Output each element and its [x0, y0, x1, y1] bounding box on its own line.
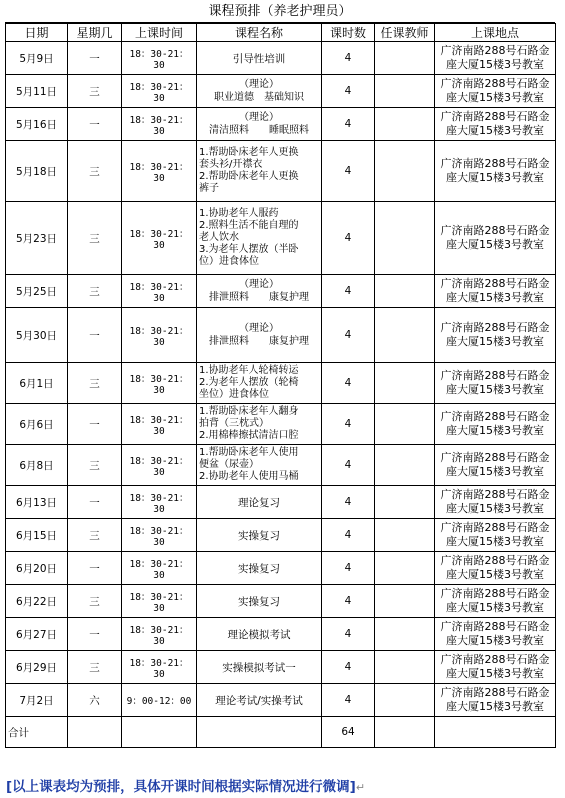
- total-empty-cell: [435, 717, 556, 748]
- header-hours: 课时数: [322, 24, 375, 42]
- topic-cell-line: 1.帮助卧床老年人更换: [199, 147, 299, 158]
- topic-cell-line: 2.照料生活不能自理的: [199, 220, 299, 231]
- place-cell-line: 座大厦15楼3号教室: [446, 502, 544, 515]
- place-cell-line: 广济南路288号石路金: [440, 488, 550, 501]
- topic-cell-line: （理论）: [239, 323, 279, 334]
- total-empty-cell: [197, 717, 322, 748]
- place-cell: [435, 308, 556, 363]
- topic-cell: [197, 552, 322, 585]
- table-row: [6, 42, 556, 75]
- table-row: [6, 75, 556, 108]
- topic-cell: [197, 684, 322, 717]
- time-cell: 18：30-21：30: [122, 363, 197, 404]
- weekday-cell: 一: [68, 42, 122, 75]
- time-cell: 18：30-21：30: [122, 552, 197, 585]
- place-cell-line: 座大厦15楼3号教室: [446, 335, 544, 348]
- place-cell-line: 广济南路288号石路金: [440, 653, 550, 666]
- place-cell: [435, 618, 556, 651]
- time-cell: 18：30-21：30: [122, 141, 197, 202]
- place-cell: [435, 108, 556, 141]
- topic-cell: [197, 75, 322, 108]
- weekday-cell: 三: [68, 585, 122, 618]
- teacher-cell: [375, 684, 435, 717]
- topic-cell: [197, 202, 322, 275]
- footnote-text: [以上课表均为预排，具体开课时间根据实际情况进行微调]: [6, 779, 356, 795]
- header-topic: 课程名称: [197, 24, 322, 42]
- date-cell: 6月27日: [6, 618, 68, 651]
- topic-cell-line: 1.协助老年人服药: [199, 208, 279, 219]
- weekday-cell: 一: [68, 308, 122, 363]
- topic-cell-line: 排泄照料 康复护理: [209, 292, 309, 303]
- place-cell: [435, 684, 556, 717]
- place-cell-line: 座大厦15楼3号教室: [446, 124, 544, 137]
- date-cell: 5月30日: [6, 308, 68, 363]
- topic-cell-line: （理论）: [239, 279, 279, 290]
- header-row: [6, 24, 556, 42]
- teacher-cell: [375, 552, 435, 585]
- topic-cell-line: 实操复习: [238, 562, 280, 575]
- date-cell: 5月18日: [6, 141, 68, 202]
- topic-cell-line: 排泄照料 康复护理: [209, 336, 309, 347]
- teacher-cell: [375, 404, 435, 445]
- teacher-cell: [375, 308, 435, 363]
- place-cell-line: 座大厦15楼3号教室: [446, 238, 544, 251]
- place-cell: [435, 141, 556, 202]
- place-cell-line: 广济南路288号石路金: [440, 620, 550, 633]
- weekday-cell: 六: [68, 684, 122, 717]
- date-cell: 5月25日: [6, 275, 68, 308]
- topic-cell-line: 位）进食体位: [199, 256, 259, 267]
- time-cell: 18：30-21：30: [122, 42, 197, 75]
- place-cell-line: 广济南路288号石路金: [440, 369, 550, 382]
- hours-cell: 4: [322, 42, 375, 75]
- topic-cell-line: 1.协助老年人轮椅转运: [199, 365, 299, 376]
- date-cell: 7月2日: [6, 684, 68, 717]
- weekday-cell: 三: [68, 141, 122, 202]
- weekday-cell: 三: [68, 202, 122, 275]
- teacher-cell: [375, 202, 435, 275]
- place-cell: [435, 651, 556, 684]
- teacher-cell: [375, 585, 435, 618]
- topic-cell-line: 职业道德 基础知识: [214, 92, 304, 103]
- hours-cell: 4: [322, 363, 375, 404]
- weekday-cell: 一: [68, 404, 122, 445]
- time-cell: 18：30-21：30: [122, 275, 197, 308]
- topic-cell-line: 2.帮助卧床老年人更换: [199, 171, 299, 182]
- header-weekday: 星期几: [68, 24, 122, 42]
- teacher-cell: [375, 486, 435, 519]
- hours-cell: 4: [322, 308, 375, 363]
- date-cell: 6月15日: [6, 519, 68, 552]
- table-row: [6, 308, 556, 363]
- topic-cell: [197, 445, 322, 486]
- topic-cell-line: 拍背（三枕式）: [199, 418, 269, 429]
- weekday-cell: 一: [68, 486, 122, 519]
- place-cell-line: 座大厦15楼3号教室: [446, 601, 544, 614]
- page-title: 课程预排（养老护理员）: [5, 2, 555, 23]
- header-teacher: 任课教师: [375, 24, 435, 42]
- place-cell-line: 广济南路288号石路金: [440, 224, 550, 237]
- topic-cell-line: 2.用棉棒擦拭清洁口腔: [199, 430, 299, 441]
- table-row: [6, 108, 556, 141]
- topic-cell-line: 实操复习: [238, 595, 280, 608]
- date-cell: 6月8日: [6, 445, 68, 486]
- weekday-cell: 三: [68, 75, 122, 108]
- teacher-cell: [375, 42, 435, 75]
- topic-cell: [197, 651, 322, 684]
- hours-cell: 4: [322, 486, 375, 519]
- teacher-cell: [375, 618, 435, 651]
- place-cell-line: 座大厦15楼3号教室: [446, 465, 544, 478]
- hours-cell: 4: [322, 684, 375, 717]
- topic-cell-line: 坐位）进食体位: [199, 389, 269, 400]
- topic-cell: [197, 404, 322, 445]
- total-row: [6, 717, 556, 748]
- topic-cell-line: 1.帮助卧床老年人使用: [199, 447, 299, 458]
- topic-cell-line: 实操复习: [238, 529, 280, 542]
- topic-cell-line: 老人饮水: [199, 232, 239, 243]
- header-date: 日期: [6, 24, 68, 42]
- date-cell: 6月1日: [6, 363, 68, 404]
- time-cell: 18：30-21：30: [122, 618, 197, 651]
- hours-cell: 4: [322, 75, 375, 108]
- topic-cell-line: 3.为老年人摆放（半卧: [199, 244, 299, 255]
- place-cell: [435, 202, 556, 275]
- date-cell: 5月11日: [6, 75, 68, 108]
- hours-cell: 4: [322, 108, 375, 141]
- place-cell: [435, 75, 556, 108]
- table-row: [6, 445, 556, 486]
- topic-cell-line: 引导性培训: [232, 52, 286, 65]
- place-cell-line: 座大厦15楼3号教室: [446, 91, 544, 104]
- table-row: [6, 363, 556, 404]
- weekday-cell: 一: [68, 618, 122, 651]
- header-time: 上课时间: [122, 24, 197, 42]
- time-cell: 18：30-21：30: [122, 445, 197, 486]
- teacher-cell: [375, 75, 435, 108]
- table-row: [6, 618, 556, 651]
- teacher-cell: [375, 651, 435, 684]
- topic-cell: [197, 519, 322, 552]
- date-cell: 6月20日: [6, 552, 68, 585]
- place-cell-line: 座大厦15楼3号教室: [446, 700, 544, 713]
- teacher-cell: [375, 519, 435, 552]
- schedule-body: [6, 42, 556, 717]
- weekday-cell: 三: [68, 363, 122, 404]
- hours-cell: 4: [322, 445, 375, 486]
- place-cell-line: 广济南路288号石路金: [440, 686, 550, 699]
- table-row: [6, 486, 556, 519]
- hours-cell: 4: [322, 618, 375, 651]
- topic-cell: [197, 42, 322, 75]
- table-row: [6, 275, 556, 308]
- hours-cell: 4: [322, 585, 375, 618]
- total-empty-cell: [68, 717, 122, 748]
- topic-cell: [197, 618, 322, 651]
- weekday-cell: 三: [68, 445, 122, 486]
- weekday-cell: 三: [68, 275, 122, 308]
- footnote: [6, 775, 365, 795]
- place-cell-line: 座大厦15楼3号教室: [446, 383, 544, 396]
- hours-cell: 4: [322, 519, 375, 552]
- date-cell: 6月22日: [6, 585, 68, 618]
- total-empty-cell: [122, 717, 197, 748]
- place-cell-line: 座大厦15楼3号教室: [446, 58, 544, 71]
- place-cell: [435, 404, 556, 445]
- place-cell-line: 广济南路288号石路金: [440, 410, 550, 423]
- place-cell-line: 广济南路288号石路金: [440, 157, 550, 170]
- teacher-cell: [375, 445, 435, 486]
- place-cell-line: 广济南路288号石路金: [440, 77, 550, 90]
- time-cell: 18：30-21：30: [122, 308, 197, 363]
- topic-cell-line: 实操模拟考试一: [222, 661, 296, 674]
- place-cell-line: 座大厦15楼3号教室: [446, 568, 544, 581]
- teacher-cell: [375, 275, 435, 308]
- time-cell: 18：30-21：30: [122, 585, 197, 618]
- teacher-cell: [375, 108, 435, 141]
- place-cell-line: 广济南路288号石路金: [440, 521, 550, 534]
- topic-cell-line: 清洁照料 睡眠照料: [209, 125, 309, 136]
- date-cell: 5月23日: [6, 202, 68, 275]
- weekday-cell: 一: [68, 552, 122, 585]
- table-row: [6, 202, 556, 275]
- schedule-table: [5, 23, 556, 748]
- topic-cell-line: 套头衫/开襟衣: [199, 159, 263, 170]
- date-cell: 5月16日: [6, 108, 68, 141]
- place-cell: [435, 42, 556, 75]
- date-cell: 6月13日: [6, 486, 68, 519]
- time-cell: 18：30-21：30: [122, 404, 197, 445]
- topic-cell-line: 裤子: [199, 183, 219, 194]
- topic-cell: [197, 141, 322, 202]
- total-hours: 64: [322, 717, 375, 748]
- place-cell: [435, 552, 556, 585]
- weekday-cell: 一: [68, 108, 122, 141]
- place-cell-line: 广济南路288号石路金: [440, 451, 550, 464]
- time-cell: 18：30-21：30: [122, 202, 197, 275]
- place-cell: [435, 585, 556, 618]
- topic-cell: [197, 308, 322, 363]
- place-cell-line: 广济南路288号石路金: [440, 110, 550, 123]
- hours-cell: 4: [322, 141, 375, 202]
- topic-cell-line: 2.协助老年人使用马桶: [199, 471, 299, 482]
- table-row: [6, 585, 556, 618]
- time-cell: 18：30-21：30: [122, 108, 197, 141]
- topic-cell-line: 便盆（尿壶）: [199, 459, 259, 470]
- table-row: [6, 552, 556, 585]
- place-cell-line: 广济南路288号石路金: [440, 587, 550, 600]
- topic-cell: [197, 363, 322, 404]
- place-cell-line: 座大厦15楼3号教室: [446, 634, 544, 647]
- weekday-cell: 三: [68, 651, 122, 684]
- date-cell: 6月6日: [6, 404, 68, 445]
- place-cell: [435, 275, 556, 308]
- date-cell: 6月29日: [6, 651, 68, 684]
- hours-cell: 4: [322, 651, 375, 684]
- total-empty-cell: [375, 717, 435, 748]
- return-arrow-icon: ↵: [355, 781, 366, 794]
- teacher-cell: [375, 363, 435, 404]
- weekday-cell: 三: [68, 519, 122, 552]
- topic-cell-line: 2.为老年人摆放（轮椅: [199, 377, 299, 388]
- time-cell: 18：30-21：30: [122, 519, 197, 552]
- place-cell-line: 座大厦15楼3号教室: [446, 291, 544, 304]
- place-cell: [435, 363, 556, 404]
- place-cell-line: 广济南路288号石路金: [440, 554, 550, 567]
- place-cell-line: 广济南路288号石路金: [440, 277, 550, 290]
- place-cell: [435, 445, 556, 486]
- topic-cell-line: （理论）: [239, 112, 279, 123]
- table-row: [6, 684, 556, 717]
- place-cell: [435, 486, 556, 519]
- teacher-cell: [375, 141, 435, 202]
- place-cell-line: 座大厦15楼3号教室: [446, 424, 544, 437]
- hours-cell: 4: [322, 552, 375, 585]
- topic-cell: [197, 585, 322, 618]
- hours-cell: 4: [322, 202, 375, 275]
- table-row: [6, 519, 556, 552]
- table-row: [6, 141, 556, 202]
- hours-cell: 4: [322, 275, 375, 308]
- topic-cell-line: 1.帮助卧床老年人翻身: [199, 406, 299, 417]
- place-cell-line: 座大厦15楼3号教室: [446, 171, 544, 184]
- header-place: 上课地点: [435, 24, 556, 42]
- schedule-sheet: [5, 2, 555, 748]
- topic-cell-line: （理论）: [239, 79, 279, 90]
- total-label: 合计: [6, 717, 68, 748]
- place-cell-line: 座大厦15楼3号教室: [446, 535, 544, 548]
- topic-cell-line: 理论模拟考试: [227, 628, 291, 641]
- hours-cell: 4: [322, 404, 375, 445]
- topic-cell-line: 理论复习: [238, 496, 280, 509]
- date-cell: 5月9日: [6, 42, 68, 75]
- place-cell-line: 广济南路288号石路金: [440, 321, 550, 334]
- topic-cell: [197, 275, 322, 308]
- table-row: [6, 651, 556, 684]
- time-cell: 18：30-21：30: [122, 75, 197, 108]
- topic-cell: [197, 486, 322, 519]
- topic-cell: [197, 108, 322, 141]
- time-cell: 18：30-21：30: [122, 486, 197, 519]
- table-row: [6, 404, 556, 445]
- place-cell-line: 座大厦15楼3号教室: [446, 667, 544, 680]
- place-cell-line: 广济南路288号石路金: [440, 44, 550, 57]
- time-cell: 18：30-21：30: [122, 651, 197, 684]
- place-cell: [435, 519, 556, 552]
- time-cell: 9：00-12：00: [122, 684, 197, 717]
- topic-cell-line: 理论考试/实操考试: [215, 694, 303, 707]
